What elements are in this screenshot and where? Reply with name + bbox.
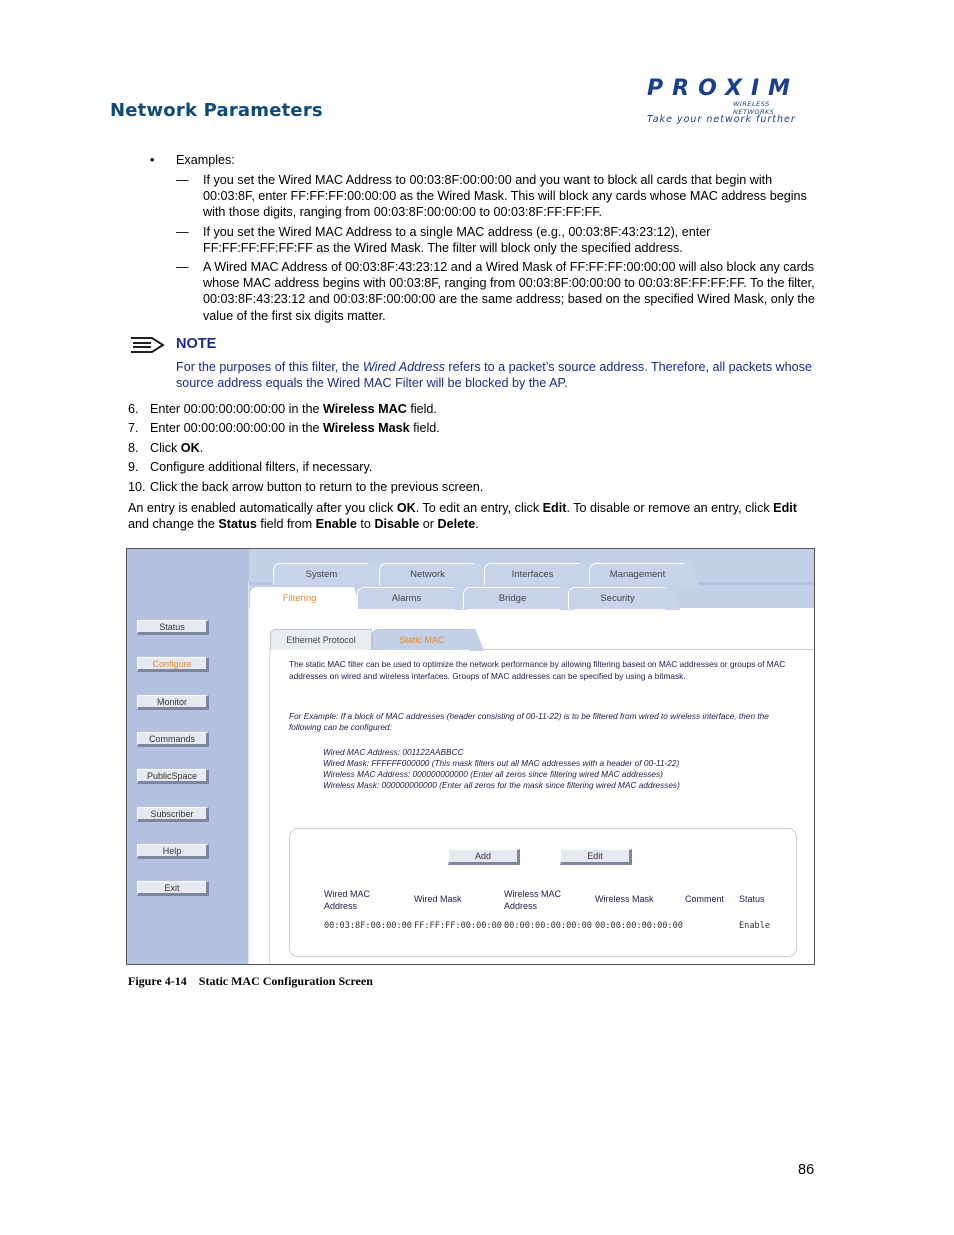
tab-filtering[interactable]: Filtering	[250, 587, 348, 609]
example-line: Wireless Mask: 000000000000 (Enter all zeros for the mask since filtering wired MAC addresses)	[323, 780, 680, 790]
note-title: NOTE	[176, 336, 217, 352]
step-number: 8.	[128, 441, 139, 455]
tab-bridge[interactable]: Bridge	[463, 587, 561, 609]
table-cell: 00:03:8F:00:00:00	[324, 921, 412, 931]
step-text	[150, 440, 203, 456]
column-header: Wireless Mask	[595, 894, 654, 904]
tab-system[interactable]: System	[273, 563, 369, 585]
step-text-bold: Wireless Mask	[322, 421, 410, 435]
exit-button[interactable]: Exit	[137, 881, 209, 896]
column-header: Wired MAC Address	[324, 889, 371, 911]
example-intro: For Example: If a block of MAC addresses (header consisting of 00-11-22) is to be filtered from wired to wireless interface, then the following can be configured:	[289, 711, 769, 732]
add-button[interactable]: Add	[448, 849, 520, 865]
note-text-italic: Wired Address	[362, 360, 445, 374]
static-mac-description: The static MAC filter can be used to optimize the network performance by allowing filtering based on MAC addresses or groups of MAC addresses on wired and wireless interfaces. Groups of MAC addresses can be specified by using a bitmask.	[289, 659, 786, 681]
mac-filter-table-panel	[289, 828, 797, 957]
logo-subtitle: WIRELESS NETWORKS	[733, 100, 775, 116]
table-cell: 00:00:00:00:00:00	[504, 921, 592, 931]
monitor-button[interactable]: Monitor	[137, 695, 209, 710]
column-header: Comment	[685, 894, 725, 904]
help-button[interactable]: Help	[137, 844, 209, 859]
figure-title: Static MAC Configuration Screen	[198, 974, 373, 988]
status-button[interactable]: Status	[137, 620, 209, 635]
edit-button[interactable]: Edit	[560, 849, 632, 865]
tab-alarms[interactable]: Alarms	[357, 587, 455, 609]
static-mac-screenshot	[126, 548, 815, 965]
entry-paragraph: An entry is enabled automatically after you click OK. To edit an entry, click Edit. To disable or remove an entry, click Edit and change the Status field from Enable to Disable or Delete.	[128, 501, 797, 532]
example-item-3: A Wired MAC Address of 00:03:8F:43:23:12 and a Wired Mask of FF:FF:FF:00:00:00 will also block any cards whose MAC address begins with 00:03:8F, ranging from 00:03:8F:00:00:00 to 00:03:8F:FF:FF:FF. To the filter, 00:03:8F:43:23:12 and 00:03:8F:00:00:00 are the same address; based on the specified Wired Mask, only the value of the first six digits matter.	[203, 260, 815, 323]
proxim-logo	[645, 74, 805, 130]
step-number: 10.	[128, 480, 146, 494]
step-text	[150, 420, 440, 436]
table-cell: 00:00:00:00:00:00	[595, 921, 683, 931]
logo-tagline: Take your network further	[647, 114, 796, 125]
column-header: Wireless MAC Address	[504, 889, 562, 911]
examples-label: Examples:	[176, 153, 235, 167]
tab-ethernet-protocol[interactable]: Ethernet Protocol	[270, 629, 372, 650]
note-arrow-icon	[130, 335, 166, 355]
step-text-part: .	[199, 441, 204, 455]
tab-static-mac[interactable]: Static MAC	[372, 629, 472, 650]
step-text-bold: OK	[180, 441, 200, 455]
section-title: Network Parameters	[110, 100, 323, 121]
logo-wordmark: PROXIM	[647, 76, 800, 101]
tab-network[interactable]: Network	[379, 563, 475, 585]
step-text-part: field.	[406, 402, 437, 416]
step-text: Configure additional filters, if necessary.	[150, 460, 373, 474]
commands-button[interactable]: Commands	[137, 732, 209, 747]
example-line: Wireless MAC Address: 000000000000 (Enter all zeros since filtering wired MAC addresses)	[323, 769, 663, 779]
dash-marker: —	[176, 225, 189, 239]
step-number: 7.	[128, 421, 139, 435]
side-panel	[127, 549, 248, 964]
step-text: Click the back arrow button to return to the previous screen.	[150, 480, 484, 494]
bullet-marker: •	[150, 153, 155, 167]
example-line: Wired MAC Address: 001122AABBCC	[323, 747, 464, 757]
example-item-1: If you set the Wired MAC Address to 00:03:8F:00:00:00 and you want to block all cards that begin with 00:03:8F, enter FF:FF:FF:00:00:00 as the Wired Mask. This will block any cards whose MAC address begins with those digits, ranging from 00:03:8F:00:00:00 to 00:03:8F:FF:FF:FF.	[203, 173, 807, 220]
step-text-part: Enter 00:00:00:00:00:00 in the	[150, 421, 323, 435]
table-cell: FF:FF:FF:00:00:00	[414, 921, 502, 931]
figure-label: Figure 4-14	[128, 974, 187, 988]
dash-marker: —	[176, 260, 189, 274]
example-item-2: If you set the Wired MAC Address to a single MAC address (e.g., 00:03:8F:43:23:12), enter FF:FF:FF:FF:FF:FF as the Wired Mask. The filter will block only the specified address.	[203, 225, 711, 256]
tab-security[interactable]: Security	[568, 587, 666, 609]
figure-caption	[128, 974, 373, 989]
tab-management[interactable]: Management	[589, 563, 685, 585]
step-number: 6.	[128, 402, 139, 416]
note-text-part: refers to a packet’s source address. Therefore, all packets whose source address equals the Wired MAC Filter will be blocked by the AP.	[176, 360, 812, 391]
step-text-part: Click	[150, 441, 181, 455]
example-config	[323, 747, 793, 791]
tab-interfaces[interactable]: Interfaces	[484, 563, 580, 585]
publicspace-button[interactable]: PublicSpace	[137, 769, 209, 784]
example-line: Wired Mask: FFFFFF000000 (This mask filters out all MAC addresses with a header of 00-11-22)	[323, 758, 680, 768]
step-text-bold: Wireless MAC	[322, 402, 407, 416]
step-number: 9.	[128, 460, 139, 474]
column-header: Status	[739, 894, 765, 904]
note-text	[176, 359, 816, 391]
step-text-part: Enter 00:00:00:00:00:00 in the	[150, 402, 323, 416]
step-text	[150, 401, 437, 417]
step-text-part: field.	[409, 421, 440, 435]
sub-panel-border	[269, 649, 270, 964]
column-header: Wired Mask	[414, 894, 462, 904]
subscriber-button[interactable]: Subscriber	[137, 807, 209, 822]
table-cell-status: Enable	[739, 921, 771, 931]
dash-marker: —	[176, 173, 189, 187]
note-text-part: For the purposes of this filter, the	[176, 360, 363, 374]
page-number: 86	[798, 1162, 815, 1178]
configure-button[interactable]: Configure	[137, 657, 209, 672]
panel-divider	[248, 582, 249, 964]
